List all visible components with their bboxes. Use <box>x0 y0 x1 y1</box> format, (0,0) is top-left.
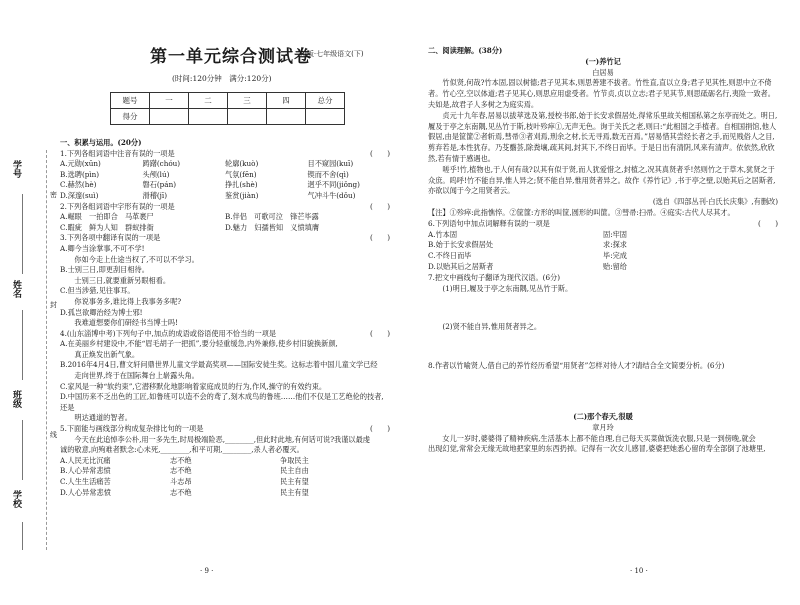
section-heading: 二、阅读理解。(38分) <box>428 46 503 55</box>
cut-mark-seal: 密 <box>50 191 57 199</box>
passage-title: (一)养竹记 <box>585 56 621 66</box>
option-text: 明达通道的智者。 <box>74 413 132 423</box>
option-text: 目不窥园(kuī) <box>307 159 354 169</box>
option-row <box>60 212 390 223</box>
cut-mark-close: 封 <box>50 301 57 309</box>
score-table <box>110 92 345 125</box>
option-text: C.人生生活痛苦 <box>60 477 111 486</box>
option-text: C.但当涉猎,见往事耳。 <box>60 286 135 296</box>
score-row-label: 得分 <box>111 109 150 125</box>
answer-space[interactable] <box>428 294 778 322</box>
option-text: 斗志昂 <box>170 477 192 486</box>
option-row <box>60 477 390 488</box>
option-text: 鉴赏(jiàn) <box>225 190 259 200</box>
answer-space[interactable] <box>428 333 778 361</box>
option-text: 真正焕发出新气象。 <box>74 349 140 359</box>
answer-paren[interactable]: ( ) <box>370 201 390 211</box>
name-line <box>22 310 23 380</box>
option-text: D.深邃(suì) <box>60 190 99 200</box>
option-text: 气冲斗牛(dǒu) <box>307 190 356 200</box>
option-text: C.不终日而毕 <box>428 251 472 261</box>
option-row <box>60 191 390 202</box>
score-table-row <box>111 109 345 125</box>
option-text: 迥乎不同(jiǒng) <box>307 180 360 190</box>
option-text: 轮廓(kuò) <box>225 159 259 169</box>
option-text: B.人心异常悲愤 <box>60 466 111 476</box>
class-line <box>22 420 23 480</box>
cut-line <box>46 150 47 550</box>
q5-stem: 5.下面能与画线部分构成复杂排比句的一项是 <box>60 424 204 434</box>
question-stem: 8.作者以竹喻贤人,借自己的养竹经历希望“用贤者”怎样对待人才?请结合全文简要分析。(6分) <box>428 361 725 371</box>
score-header-cell: 二 <box>189 93 228 109</box>
binding-gutter <box>8 150 42 550</box>
option-text: 固:牢固 <box>603 229 627 239</box>
option-text: A.人民无比沉痛 <box>60 455 111 465</box>
score-cell[interactable] <box>150 109 189 125</box>
q4-stem: 4.(山东淄博中考)下列句子中,加点的成语或俗语使用不恰当的一项是 <box>60 328 277 338</box>
passage-paragraph: 嗟乎!竹,植物也,于人何有哉?以其有似于贤,而人犹爱惜之,封植之,况其真贤者乎!然则竹之于草木,犹贤之于众庶。呜呼!竹不能自异,惟人异之;贤不能自异,惟用贤者异之。故作《养竹记》,书于亭之壁,以贻其后之居斯者,亦欲以闻于今之用贤者云。 <box>428 164 776 196</box>
answer-paren[interactable]: ( ) <box>370 328 390 338</box>
option-row <box>60 223 390 234</box>
option-text: 求:探求 <box>603 240 627 250</box>
question-stem <box>60 149 390 160</box>
option-translation: 我难道想要你们研经书当博士吗! <box>74 318 178 328</box>
option-row <box>60 488 390 499</box>
option-text: 锲而不舍(qì) <box>307 169 349 179</box>
passage-paragraph: 贞元十九年春,居易以拔萃选及第,授校书郎,始于长安求假居处,得常乐里故关相国私第之东亭而处之。明日,履及于亭之东南隅,见丛竹于斯,枝叶殄瘁①,无声无色。询于关氏之老,则曰:“此相国之手植者。自相国捐馆,他人假居,由是筐篚②者斩焉,彗帚③者刈焉,刑余之材,长无寻焉,数无百焉。”居易惜其尝经长者之手,而见贱俗人之目,剪弃若是,本性犹存。乃芟蘙荟,除粪壤,疏其间,封其下,不终日而毕。于是日出有清阴,风来有清声。依依然,欣欣然,若有情于感遇也。 <box>428 110 778 163</box>
translation-item: (2)贤不能自异,惟用贤者异之。 <box>442 322 542 332</box>
option-text: 毕:完成 <box>603 251 627 261</box>
passage-author: 白居易 <box>592 67 614 77</box>
translation-item: (1)明日,履及于亭之东南隅,见丛竹于斯。 <box>442 283 573 293</box>
passage-text: 诚的敬意,向殉难者默念:心未死,________,和平可期,________,杀人者必覆灭。 <box>60 445 304 455</box>
passage-text: 女儿一岁时,婆婆得了精神疾病,生活基本上都不能自理,自己每天买菜做饭洗衣服,只是一到傍晚,就会 <box>442 433 756 443</box>
option-text: B.伴侣 可歌可泣 锋芒毕露 <box>225 212 319 222</box>
option-text: 挣扎(shè) <box>225 180 258 190</box>
q1-stem: 1.下列各组词语中注音有误的一项是 <box>60 148 175 158</box>
score-header-cell: 一 <box>150 93 189 109</box>
option-text: A.卿今当涂掌事,不可不学! <box>60 243 145 253</box>
option-translation: 你如今走上仕途当权了,不可以不学习。 <box>74 254 199 264</box>
score-header-cell: 四 <box>267 93 306 109</box>
option-text: 踌躇(chóu) <box>142 159 181 169</box>
score-table-header <box>111 93 345 109</box>
option-text: C.暇疵 鲜为人知 群蚁排衙 <box>60 222 154 232</box>
option-text: D.魅力 妇孺皆知 义愤填膺 <box>225 222 320 232</box>
option-text: A.竹本固 <box>428 229 458 239</box>
edition-label: RJ版·七年级语文(下) <box>300 50 364 58</box>
passage-text: 出现幻觉,常常会无缘无故地把家里的东西扔掉。记得有一次女儿感冒,婆婆把她悉心留的寿全部倒了池塘里, <box>428 444 766 454</box>
option-text: 志不绝 <box>170 487 192 497</box>
option-row <box>60 456 390 467</box>
option-text: B.士别三日,即更刮目相待。 <box>60 265 149 275</box>
option-text: 民主有望 <box>280 477 309 486</box>
option-text: A.崛眼 一拍即合 马革裹尸 <box>60 212 154 222</box>
option-text: B.2016年4月4日,曹文轩问鼎世界儿童文学最高奖项——国际安徒生奖。这标志着中国儿童文学已经 <box>60 360 378 370</box>
question-stem <box>60 329 390 340</box>
option-row <box>428 240 778 251</box>
option-text: D.中国历来不乏出色的工匠,如鲁班可以造不会的鸢了,刻木成鸟的鲁班……他们不仅是工艺绝伦的技者,还是 <box>60 392 384 412</box>
option-text: 磐石(pán) <box>142 180 176 190</box>
question-stem <box>60 424 390 435</box>
time-score-info: (时间:120分钟 满分:120分) <box>172 74 272 83</box>
page-number: · 10 · <box>630 567 648 575</box>
passage-title: (二)那个春天,很暖 <box>573 411 633 421</box>
class-label: 班级 <box>11 390 21 408</box>
option-text: D.人心异常悲愤 <box>60 487 111 497</box>
q2-stem: 2.下列各组词语中字形有误的一项是 <box>60 201 175 211</box>
answer-paren[interactable]: ( ) <box>370 424 390 434</box>
passage-paragraph: 竹似贤,何哉?竹本固,固以树德;君子见其本,则思善建不拔者。竹性直,直以立身;君子见其性,则思中立不倚者。竹心空,空以体道;君子见其心,则思应用虚受者。竹节贞,贞以立志;君子见其节,则思砥砺名行,夷险一致者。夫如是,故君子人多树之为庭实焉。 <box>428 78 775 109</box>
right-page <box>400 0 800 605</box>
score-cell[interactable] <box>306 109 345 125</box>
option-row <box>60 466 390 477</box>
question-stem: 7.把文中画线句子翻译为现代汉语。(6分) <box>428 272 561 282</box>
option-text: B.始于长安求假居处 <box>428 240 494 250</box>
answer-paren[interactable]: ( ) <box>758 218 778 228</box>
answer-space[interactable] <box>428 372 778 412</box>
score-cell[interactable] <box>267 109 306 125</box>
option-row <box>60 159 390 170</box>
option-text: A.元勋(xūn) <box>60 159 101 169</box>
question-stem <box>60 202 390 213</box>
q3-stem: 3.下列各项中翻译有误的一项是 <box>60 233 161 243</box>
cut-mark-line: 线 <box>50 431 57 439</box>
score-header-cell: 题号 <box>111 93 150 109</box>
passage-source: (选自《四部丛刊·白氏长庆集》,有删改) <box>652 197 778 207</box>
answer-paren[interactable]: ( ) <box>370 148 390 158</box>
student-id-line <box>22 194 23 274</box>
option-text: A.在美丽乡村建设中,不能“眉毛胡子一把抓”,要分轻重缓急,内外兼修,使乡村旧貌换新颜, <box>60 339 338 349</box>
student-id-label: 学号 <box>11 160 21 178</box>
option-text: 贻:留给 <box>603 261 627 271</box>
score-cell[interactable] <box>228 109 267 125</box>
option-text: 头颅(lú) <box>142 169 170 179</box>
passage-author: 章月玲 <box>592 422 614 432</box>
left-questions <box>60 138 390 498</box>
option-text: 民主有望 <box>280 487 309 497</box>
answer-paren[interactable]: ( ) <box>370 233 390 243</box>
score-header-cell: 总分 <box>306 93 345 109</box>
question-stem <box>428 219 778 230</box>
passage-text: 今天在此追悼李公朴,用一多先生,时局极端险恶,________,但此时此地,有何话可说?我谨以最虔 <box>74 434 370 444</box>
option-text: 气氛(fēn) <box>225 169 257 179</box>
score-cell[interactable] <box>189 109 228 125</box>
page-title: 第一单元综合测试卷 <box>150 47 312 67</box>
option-text: 争取民主 <box>280 455 309 465</box>
question-stem <box>60 233 390 244</box>
option-row <box>428 251 778 262</box>
passage-notes: 【注】①殄瘁:此指憔悴。②筐篚:方形的叫筐,圆形的叫篚。③彗帚:扫帚。④庭实:古代人尽其才。 <box>428 207 735 217</box>
right-questions <box>428 46 778 455</box>
name-label: 姓名 <box>11 280 21 298</box>
school-line <box>22 522 23 550</box>
option-text: 志不绝 <box>170 466 192 476</box>
page-number: · 9 · <box>200 567 214 575</box>
option-text: D.孤岂欲卿治经为博士邪! <box>60 307 143 317</box>
school-label: 学校 <box>11 490 21 508</box>
option-row <box>60 180 390 191</box>
q6-stem: 6.下列语句中加点词解释有误的一项是 <box>428 218 550 228</box>
option-text: 民主自由 <box>280 466 309 476</box>
option-text: D.以贻其后之居斯者 <box>428 261 494 271</box>
option-text: 志不绝 <box>170 455 192 465</box>
option-translation: 士别三日,就要重新另眼相看。 <box>74 275 171 285</box>
option-text: 走向世界,终于在国际舞台上崭露头角。 <box>74 371 199 381</box>
option-row <box>428 262 778 273</box>
option-row <box>428 230 778 241</box>
option-text: 滑稽(jī) <box>142 190 168 200</box>
option-translation: 你说事务多,谁比得上我事务多呢? <box>74 296 182 306</box>
score-header-cell: 三 <box>228 93 267 109</box>
option-text: C.家风是一种“软约束”,它潜移默化地影响着家庭成员的行为,作风,操守的有效约束。 <box>60 381 327 391</box>
option-row <box>60 170 390 181</box>
option-text: B.选聘(pìn) <box>60 169 100 179</box>
section-heading: 一、积累与运用。(20分) <box>60 138 142 147</box>
option-text: C.赫然(hè) <box>60 180 97 190</box>
